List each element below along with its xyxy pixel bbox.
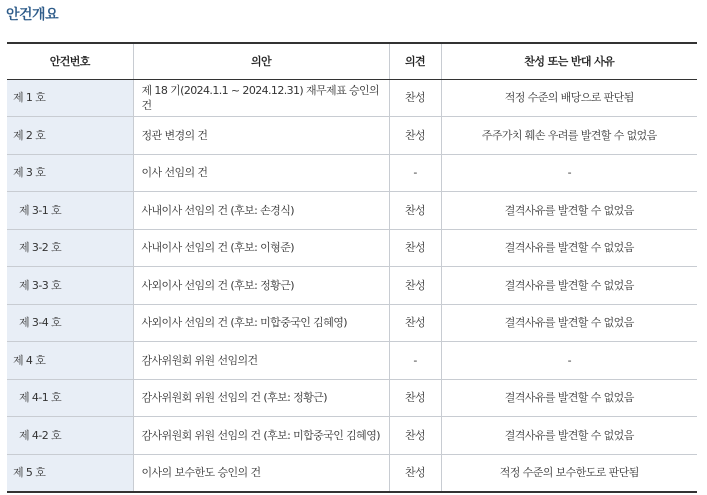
reason-cell: 결격사유를 발견할 수 없었음 [441,192,697,230]
header-reason: 찬성 또는 반대 사유 [441,43,697,79]
reason-cell: 결격사유를 발견할 수 없었음 [441,267,697,305]
agenda-title-cell: 감사위원회 위원 선임의건 [133,342,389,380]
table-row [7,79,697,117]
agenda-title-cell: 사외이사 선임의 건 (후보: 정황근) [133,267,389,305]
opinion-cell: 찬성 [389,417,441,455]
table-row [7,417,697,455]
opinion-cell: 찬성 [389,192,441,230]
opinion-cell: - [389,342,441,380]
header-opinion: 의견 [389,43,441,79]
table-row [7,342,697,380]
opinion-cell: 찬성 [389,229,441,267]
table-row [7,267,697,305]
table-row [7,154,697,192]
agenda-number-cell: 제 4-2 호 [7,417,133,455]
reason-cell: 주주가치 훼손 우려를 발견할 수 없었음 [441,117,697,155]
page-title: 안건개요 [6,7,59,23]
agenda-title-cell: 사내이사 선임의 건 (후보: 이형준) [133,229,389,267]
reason-cell: 결격사유를 발견할 수 없었음 [441,379,697,417]
opinion-cell: 찬성 [389,304,441,342]
table-row [7,304,697,342]
agenda-title-cell: 사내이사 선임의 건 (후보: 손경식) [133,192,389,230]
reason-cell: 결격사유를 발견할 수 없었음 [441,304,697,342]
table-row [7,379,697,417]
opinion-cell: 찬성 [389,267,441,305]
opinion-cell: 찬성 [389,117,441,155]
reason-cell: 적정 수준의 보수한도로 판단됨 [441,454,697,492]
agenda-number-cell: 제 3-2 호 [7,229,133,267]
agenda-title-cell: 정관 변경의 건 [133,117,389,155]
agenda-number-cell: 제 3-3 호 [7,267,133,305]
table-row [7,229,697,267]
reason-cell: - [441,342,697,380]
agenda-number-cell: 제 1 호 [7,79,133,117]
agenda-number-cell: 제 2 호 [7,117,133,155]
agenda-number-cell: 제 3 호 [7,154,133,192]
agenda-number-cell: 제 3-4 호 [7,304,133,342]
agenda-title-cell: 감사위원회 위원 선임의 건 (후보: 미합중국인 김혜영) [133,417,389,455]
agenda-number-cell: 제 5 호 [7,454,133,492]
agenda-number-cell: 제 3-1 호 [7,192,133,230]
agenda-title-cell: 제 18 기(2024.1.1 ~ 2024.12.31) 재무제표 승인의 건 [133,79,389,117]
agenda-title-cell: 이사의 보수한도 승인의 건 [133,454,389,492]
table-row [7,117,697,155]
header-agenda: 의안 [133,43,389,79]
reason-cell: 적정 수준의 배당으로 판단됨 [441,79,697,117]
opinion-cell: 찬성 [389,379,441,417]
table-row [7,192,697,230]
table-row [7,454,697,492]
agenda-title-cell: 사외이사 선임의 건 (후보: 미합중국인 김혜영) [133,304,389,342]
agenda-table [7,42,697,493]
reason-cell: - [441,154,697,192]
table-header-row [7,43,697,79]
opinion-cell: 찬성 [389,79,441,117]
reason-cell: 결격사유를 발견할 수 없었음 [441,229,697,267]
agenda-number-cell: 제 4 호 [7,342,133,380]
agenda-number-cell: 제 4-1 호 [7,379,133,417]
reason-cell: 결격사유를 발견할 수 없었음 [441,417,697,455]
opinion-cell: - [389,154,441,192]
header-agenda-no: 안건번호 [7,43,133,79]
agenda-title-cell: 감사위원회 위원 선임의 건 (후보: 정황근) [133,379,389,417]
opinion-cell: 찬성 [389,454,441,492]
agenda-title-cell: 이사 선임의 건 [133,154,389,192]
